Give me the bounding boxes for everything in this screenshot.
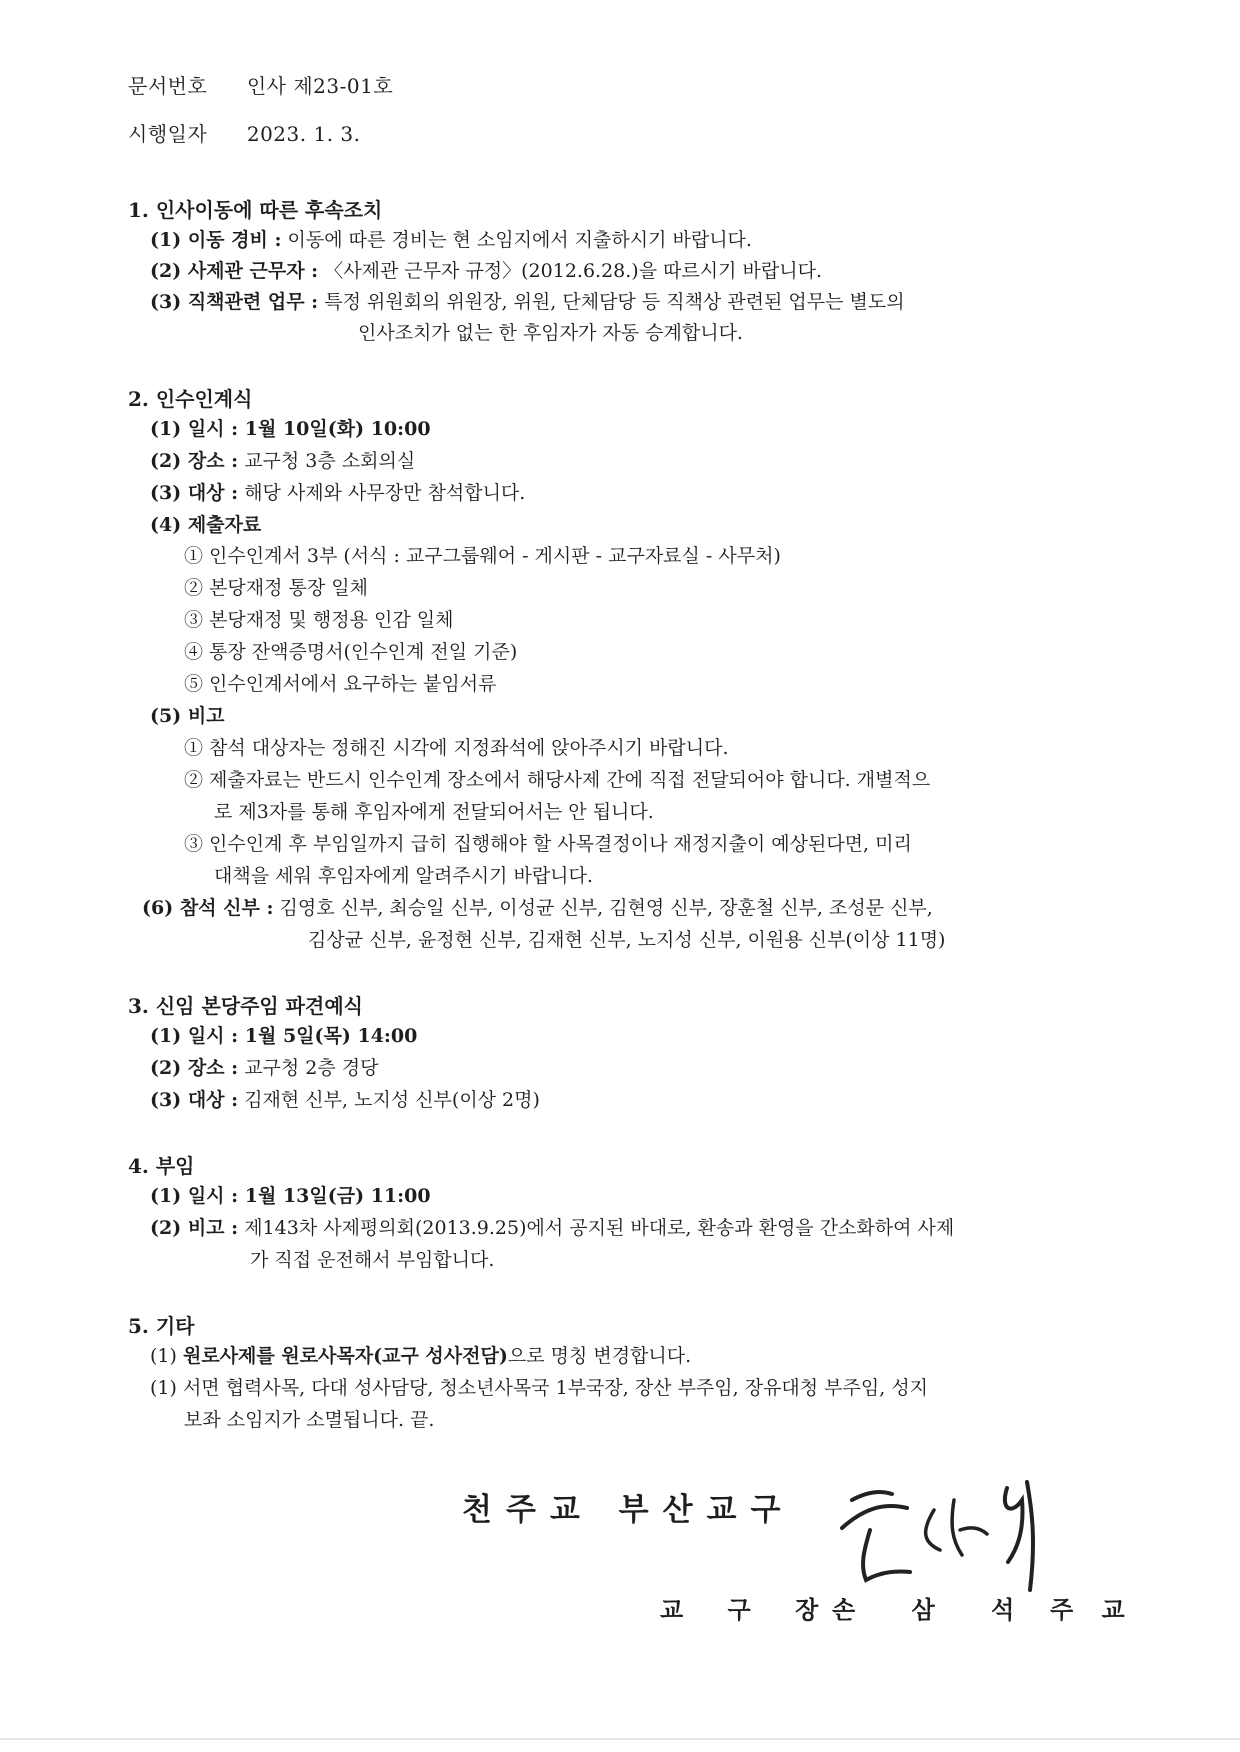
- s3-item-3: [150, 1085, 540, 1112]
- scan-edge-line: [0, 1738, 1240, 1740]
- organization-name: 천주교 부산교구: [462, 1492, 795, 1528]
- handwritten-signature: [822, 1470, 1072, 1600]
- s1-item-3-label: (3) 직책관련 업무 :: [150, 291, 319, 313]
- s2-item-4: (4) 제출자료: [150, 514, 262, 536]
- s3-item-1: (1) 일시 : 1월 5일(목) 14:00: [150, 1025, 418, 1047]
- doc-number-label: 문서번호: [128, 74, 208, 98]
- s2-doc-4: ④ 통장 잔액증명서(인수인계 전일 기준): [184, 641, 518, 663]
- s1-item-3: [150, 287, 905, 314]
- s2-item-2: [150, 446, 415, 473]
- s2-item-6-cont: 김상균 신부, 윤정현 신부, 김재현 신부, 노지성 신부, 이원용 신부(이상 11명): [308, 929, 946, 951]
- s2-doc-2: ② 본당재정 통장 일체: [184, 577, 368, 599]
- section-1-title: 1. 인사이동에 따른 후속조치: [128, 198, 383, 222]
- s1-item-3-cont: 인사조치가 없는 한 후임자가 자동 승계합니다.: [358, 322, 743, 344]
- s4-item-2-text: 제143차 사제평의회(2013.9.25)에서 공지된 바대로, 환송과 환영을 간소화하여 사제: [244, 1217, 955, 1239]
- s1-item-1: [150, 225, 752, 252]
- s3-item-2: [150, 1053, 379, 1080]
- s3-item-3-text: 김재현 신부, 노지성 신부(이상 2명): [244, 1089, 540, 1111]
- s2-item-3-label: (3) 대상 :: [150, 482, 239, 504]
- s3-item-3-label: (3) 대상 :: [150, 1089, 239, 1111]
- s5-item-1: [150, 1341, 691, 1368]
- s3-item-2-label: (2) 장소 :: [150, 1057, 239, 1079]
- section-2-title: 2. 인수인계식: [128, 387, 253, 411]
- s5-item-1-rest: 으로 명칭 변경합니다.: [507, 1345, 692, 1367]
- s3-item-2-text: 교구청 2층 경당: [244, 1057, 379, 1079]
- effective-date: 2023. 1. 3.: [246, 122, 361, 146]
- s2-item-3-text: 해당 사제와 사무장만 참석합니다.: [244, 482, 526, 504]
- bishop-role: 교 구 장: [660, 1595, 837, 1624]
- s5-item-1-num: (1): [150, 1345, 177, 1367]
- s2-doc-5: ⑤ 인수인계서에서 요구하는 붙임서류: [184, 673, 497, 695]
- s4-item-2-cont: 가 직접 운전해서 부임합니다.: [250, 1249, 495, 1271]
- s2-note-2: ② 제출자료는 반드시 인수인계 장소에서 해당사제 간에 직접 전달되어야 합니다. 개별적으: [184, 769, 931, 791]
- s2-item-2-label: (2) 장소 :: [150, 450, 239, 472]
- s5-item-2-cont: 보좌 소임지가 소멸됩니다. 끝.: [184, 1409, 435, 1431]
- s2-doc-3: ③ 본당재정 및 행정용 인감 일체: [184, 609, 454, 631]
- s2-item-3: [150, 478, 525, 505]
- s1-item-2: [150, 256, 822, 283]
- s2-item-6-label: (6) 참석 신부 :: [142, 897, 274, 919]
- s1-item-1-label: (1) 이동 경비 :: [150, 229, 282, 251]
- effective-date-row: [128, 118, 361, 147]
- bishop-name: 손 삼 석: [832, 1595, 1039, 1624]
- s4-item-2-label: (2) 비고 :: [150, 1217, 239, 1239]
- s2-item-6-text: 김영호 신부, 최승일 신부, 이성균 신부, 김현영 신부, 장훈철 신부, 조성문 신부,: [279, 897, 933, 919]
- bishop-title: 주 교: [1050, 1595, 1135, 1624]
- s2-note-1: ① 참석 대상자는 정해진 시각에 지정좌석에 앉아주시기 바랍니다.: [184, 737, 729, 759]
- s4-item-1: (1) 일시 : 1월 13일(금) 11:00: [150, 1185, 431, 1207]
- s5-item-1-bold: 원로사제를 원로사목자(교구 성사전담): [182, 1345, 508, 1367]
- doc-number: 인사 제23-01호: [246, 74, 394, 98]
- s1-item-3-text: 특정 위원회의 위원장, 위원, 단체담당 등 직책상 관련된 업무는 별도의: [324, 291, 905, 313]
- s5-item-2: (1) 서면 협력사목, 다대 성사담당, 청소년사목국 1부국장, 장산 부주임, 장유대청 부주임, 성지: [150, 1377, 929, 1399]
- section-4-title: 4. 부임: [128, 1154, 195, 1178]
- s4-item-2: [150, 1213, 954, 1240]
- s2-note-3: ③ 인수인계 후 부임일까지 급히 집행해야 할 사목결정이나 재정지출이 예상된다면, 미리: [184, 833, 912, 855]
- section-3-title: 3. 신임 본당주임 파견예식: [128, 994, 363, 1018]
- effective-date-label: 시행일자: [128, 122, 208, 146]
- section-5-title: 5. 기타: [128, 1314, 195, 1338]
- s2-item-2-text: 교구청 3층 소회의실: [244, 450, 416, 472]
- s2-note-2-cont: 로 제3자를 통해 후임자에게 전달되어서는 안 됩니다.: [214, 801, 654, 823]
- s1-item-2-text: 〈사제관 근무자 규정〉(2012.6.28.)을 따르시기 바랍니다.: [324, 260, 823, 282]
- s2-item-5: (5) 비고: [150, 705, 225, 727]
- s1-item-1-text: 이동에 따른 경비는 현 소임지에서 지출하시기 바랍니다.: [287, 229, 752, 251]
- doc-number-row: [128, 70, 393, 99]
- s1-item-2-label: (2) 사제관 근무자 :: [150, 260, 319, 282]
- s2-item-6: [142, 893, 933, 920]
- s2-item-1: (1) 일시 : 1월 10일(화) 10:00: [150, 418, 431, 440]
- s2-doc-1: ① 인수인계서 3부 (서식 : 교구그룹웨어 - 게시판 - 교구자료실 - 사무처): [184, 545, 781, 567]
- s2-note-3-cont: 대책을 세워 후임자에게 알려주시기 바랍니다.: [214, 865, 593, 887]
